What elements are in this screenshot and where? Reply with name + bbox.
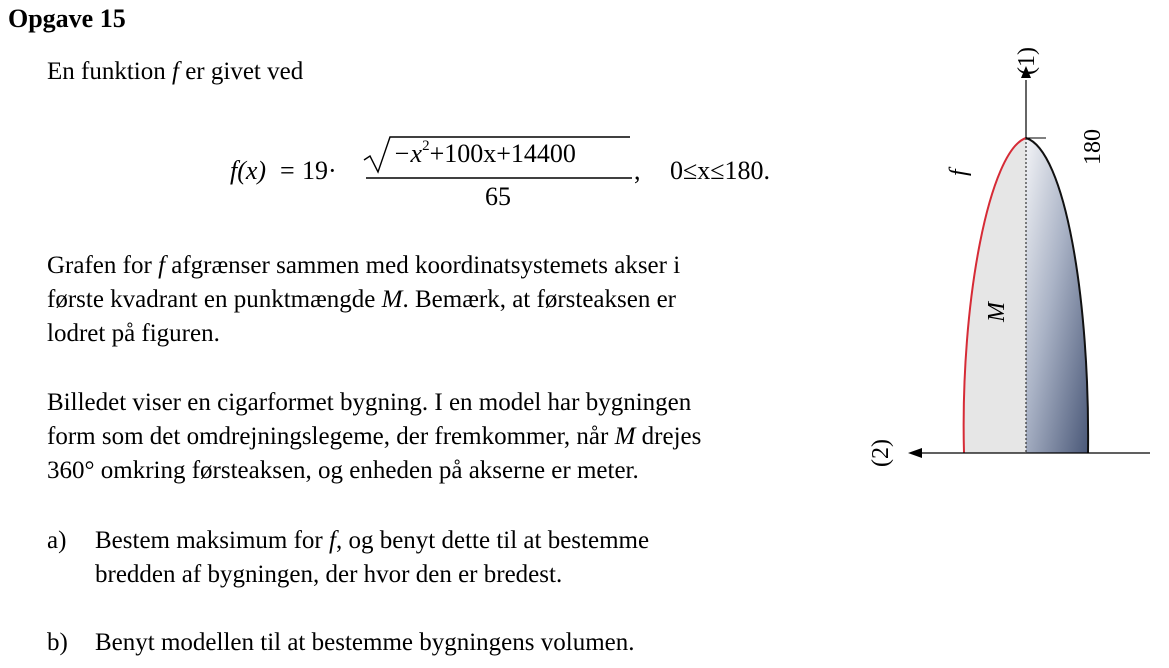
question-b: b) Benyt modellen til at bestemme bygningens volumen. <box>47 629 635 656</box>
denominator: 65 <box>485 182 511 211</box>
curve-label-f: f <box>946 169 972 176</box>
formula-equals: = <box>280 156 295 185</box>
exercise-heading: Opgave 15 <box>8 4 126 33</box>
formula-comma: , <box>634 156 641 185</box>
region-label-m: M <box>984 302 1010 322</box>
question-a: a) Bestem maksimum for f, og benyt dette til at bestemme bredden af bygningen, der hvor den er bredest. <box>47 527 650 588</box>
formula-lhs: f(x) <box>230 156 267 185</box>
radicand: $-x^2+100x+14400$ <box>393 138 576 168</box>
function-formula <box>230 134 850 214</box>
formula-domain: 0≤x≤180. <box>670 156 771 185</box>
paragraph-region: Grafen for f afgrænser sammen med koordinatsystemets akser i første kvadrant en punktmængde M. Bemærk, at førsteaksen er lodret på figuren. <box>47 252 681 347</box>
axis-2-label: (2) <box>868 439 894 467</box>
paragraph-building: Billedet viser en cigarformet bygning. I en model har bygningen form som det omdrejningslegeme, der fremkommer, når M drejes 360° omkring førsteaksen, og enheden på akserne er meter. <box>47 389 702 484</box>
figure <box>850 40 1169 480</box>
tick-label-180: 180 <box>1080 129 1106 165</box>
axis-2-arrow <box>908 448 922 458</box>
formula-coefficient: 19· <box>302 156 337 185</box>
axis-1-label: (1) <box>1014 47 1040 75</box>
intro-text: En funktion f er givet ved <box>47 58 304 85</box>
